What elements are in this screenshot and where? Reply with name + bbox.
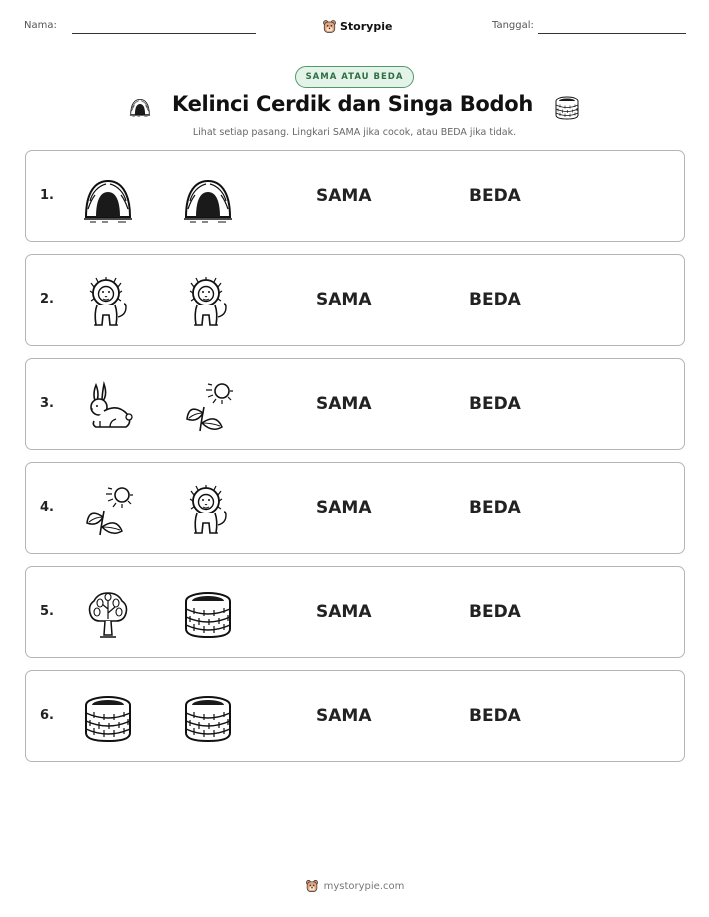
tree-icon [82, 589, 134, 641]
answer-different[interactable]: BEDA [469, 706, 521, 726]
sun-plant-icon [82, 485, 134, 537]
question-row [25, 566, 685, 658]
rabbit-icon [82, 381, 134, 433]
answer-different[interactable]: BEDA [469, 186, 521, 206]
name-field[interactable] [72, 33, 256, 34]
lion-icon [182, 277, 234, 329]
question-row [25, 254, 685, 346]
answer-same[interactable]: SAMA [316, 186, 372, 206]
question-number: 4. [40, 500, 54, 515]
answer-different[interactable]: BEDA [469, 290, 521, 310]
question-row [25, 150, 685, 242]
question-number: 2. [40, 292, 54, 307]
answer-same[interactable]: SAMA [316, 602, 372, 622]
answer-same[interactable]: SAMA [316, 706, 372, 726]
sun-plant-icon [182, 381, 234, 433]
lion-icon [182, 485, 234, 537]
bear-mascot-icon [322, 19, 337, 34]
answer-same[interactable]: SAMA [316, 498, 372, 518]
lion-icon [82, 277, 134, 329]
cave-icon [82, 173, 134, 225]
cave-icon [182, 173, 234, 225]
cave-icon [126, 96, 154, 118]
question-number: 3. [40, 396, 54, 411]
name-label: Nama: [24, 20, 57, 31]
well-icon [182, 693, 234, 745]
well-icon [182, 589, 234, 641]
footer-url: mystorypie.com [323, 880, 405, 892]
answer-same[interactable]: SAMA [316, 290, 372, 310]
brand-logo [322, 16, 392, 36]
activity-badge [295, 66, 414, 88]
page-title: Kelinci Cerdik dan Singa Bodoh [172, 92, 534, 116]
answer-same[interactable]: SAMA [316, 394, 372, 414]
date-label: Tanggal: [492, 20, 534, 31]
question-number: 5. [40, 604, 54, 619]
instructions: Lihat setiap pasang. Lingkari SAMA jika cocok, atau BEDA jika tidak. [192, 127, 517, 138]
question-row [25, 462, 685, 554]
answer-different[interactable]: BEDA [469, 394, 521, 414]
brand-name: Storypie [340, 19, 393, 33]
question-number: 6. [40, 708, 54, 723]
worksheet-header [0, 16, 709, 40]
date-field[interactable] [538, 33, 686, 34]
question-number: 1. [40, 188, 54, 203]
answer-different[interactable]: BEDA [469, 498, 521, 518]
badge-label: SAMA ATAU BEDA [305, 72, 404, 82]
title-row [0, 92, 709, 124]
bear-mascot-icon [305, 879, 319, 893]
footer [0, 879, 709, 893]
question-row [25, 670, 685, 762]
well-icon [82, 693, 134, 745]
question-row [25, 358, 685, 450]
well-icon [552, 95, 582, 121]
answer-different[interactable]: BEDA [469, 602, 521, 622]
